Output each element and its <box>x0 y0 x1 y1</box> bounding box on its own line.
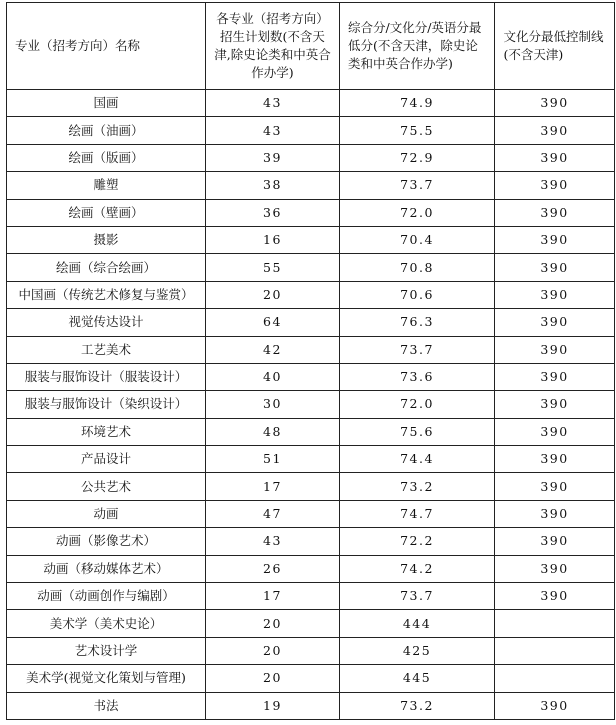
major-name-cell: 服装与服饰设计（染织设计） <box>7 391 206 418</box>
table-row <box>7 610 615 637</box>
plan-count-cell: 16 <box>206 226 340 253</box>
plan-count-cell: 38 <box>206 172 340 199</box>
plan-count-cell: 47 <box>206 500 340 527</box>
table-header <box>7 3 615 90</box>
major-name-cell: 中国画（传统艺术修复与鉴赏） <box>7 281 206 308</box>
table-row <box>7 281 615 308</box>
major-name-cell: 动画 <box>7 500 206 527</box>
min-score-cell: 445 <box>340 665 495 692</box>
culture-min-cell: 390 <box>495 583 615 610</box>
plan-count-cell: 19 <box>206 692 340 719</box>
major-name-cell: 摄影 <box>7 226 206 253</box>
table-row <box>7 555 615 582</box>
table-row <box>7 309 615 336</box>
table-row <box>7 500 615 527</box>
table-row <box>7 418 615 445</box>
table-row <box>7 637 615 664</box>
plan-count-cell: 20 <box>206 281 340 308</box>
culture-min-cell <box>495 637 615 664</box>
min-score-cell: 72.0 <box>340 391 495 418</box>
table-row <box>7 446 615 473</box>
culture-min-cell: 390 <box>495 144 615 171</box>
culture-min-cell: 390 <box>495 692 615 719</box>
header-culture-min <box>495 3 615 90</box>
table-row <box>7 473 615 500</box>
plan-count-cell: 64 <box>206 309 340 336</box>
major-name-cell: 绘画（版画） <box>7 144 206 171</box>
min-score-cell: 74.2 <box>340 555 495 582</box>
min-score-cell: 72.9 <box>340 144 495 171</box>
culture-min-cell: 390 <box>495 555 615 582</box>
table-row <box>7 336 615 363</box>
header-plan-count-text: 各专业（招考方向）招生计划数(不含天津,除史论类和中英合作办学) <box>214 11 331 80</box>
header-min-score <box>340 3 495 90</box>
plan-count-cell: 36 <box>206 199 340 226</box>
min-score-cell: 75.6 <box>340 418 495 445</box>
major-name-cell: 动画（动画创作与编剧） <box>7 583 206 610</box>
culture-min-cell: 390 <box>495 254 615 281</box>
major-name-cell: 产品设计 <box>7 446 206 473</box>
major-name-cell: 公共艺术 <box>7 473 206 500</box>
min-score-cell: 425 <box>340 637 495 664</box>
major-name-cell: 视觉传达设计 <box>7 309 206 336</box>
header-major-name <box>7 3 206 90</box>
major-name-cell: 书法 <box>7 692 206 719</box>
plan-count-cell: 48 <box>206 418 340 445</box>
plan-count-cell: 17 <box>206 473 340 500</box>
table-body <box>7 90 615 720</box>
table-row <box>7 172 615 199</box>
min-score-cell: 444 <box>340 610 495 637</box>
min-score-cell: 70.4 <box>340 226 495 253</box>
min-score-cell: 74.9 <box>340 90 495 117</box>
table-row <box>7 363 615 390</box>
major-name-cell: 动画（影像艺术） <box>7 528 206 555</box>
culture-min-cell: 390 <box>495 226 615 253</box>
table-row <box>7 528 615 555</box>
header-major-name-text: 专业（招考方向）名称 <box>15 38 141 53</box>
culture-min-cell <box>495 610 615 637</box>
plan-count-cell: 20 <box>206 610 340 637</box>
min-score-cell: 72.2 <box>340 528 495 555</box>
major-name-cell: 国画 <box>7 90 206 117</box>
major-name-cell: 绘画（综合绘画） <box>7 254 206 281</box>
min-score-cell: 74.7 <box>340 500 495 527</box>
culture-min-cell: 390 <box>495 473 615 500</box>
major-name-cell: 绘画（壁画） <box>7 199 206 226</box>
major-name-cell: 雕塑 <box>7 172 206 199</box>
min-score-cell: 73.7 <box>340 583 495 610</box>
major-name-cell: 工艺美术 <box>7 336 206 363</box>
min-score-cell: 73.7 <box>340 336 495 363</box>
plan-count-cell: 55 <box>206 254 340 281</box>
table-row <box>7 199 615 226</box>
plan-count-cell: 40 <box>206 363 340 390</box>
min-score-cell: 70.6 <box>340 281 495 308</box>
table-row <box>7 583 615 610</box>
table-row <box>7 254 615 281</box>
plan-count-cell: 43 <box>206 528 340 555</box>
min-score-cell: 75.5 <box>340 117 495 144</box>
table-row <box>7 665 615 692</box>
culture-min-cell: 390 <box>495 199 615 226</box>
major-name-cell: 动画（移动媒体艺术） <box>7 555 206 582</box>
admission-score-table <box>6 2 615 720</box>
plan-count-cell: 30 <box>206 391 340 418</box>
plan-count-cell: 43 <box>206 90 340 117</box>
min-score-cell: 76.3 <box>340 309 495 336</box>
culture-min-cell: 390 <box>495 363 615 390</box>
major-name-cell: 艺术设计学 <box>7 637 206 664</box>
culture-min-cell: 390 <box>495 117 615 144</box>
min-score-cell: 73.6 <box>340 363 495 390</box>
table-row <box>7 117 615 144</box>
culture-min-cell <box>495 665 615 692</box>
culture-min-cell: 390 <box>495 391 615 418</box>
plan-count-cell: 42 <box>206 336 340 363</box>
culture-min-cell: 390 <box>495 309 615 336</box>
header-culture-min-text: 文化分最低控制线(不含天津) <box>503 29 604 62</box>
culture-min-cell: 390 <box>495 90 615 117</box>
culture-min-cell: 390 <box>495 528 615 555</box>
table-row <box>7 391 615 418</box>
plan-count-cell: 20 <box>206 665 340 692</box>
header-row <box>7 3 615 90</box>
table-row <box>7 692 615 719</box>
culture-min-cell: 390 <box>495 172 615 199</box>
plan-count-cell: 43 <box>206 117 340 144</box>
major-name-cell: 绘画（油画） <box>7 117 206 144</box>
major-name-cell: 服装与服饰设计（服装设计） <box>7 363 206 390</box>
major-name-cell: 美术学（美术史论） <box>7 610 206 637</box>
min-score-cell: 73.2 <box>340 692 495 719</box>
min-score-cell: 70.8 <box>340 254 495 281</box>
table-row <box>7 90 615 117</box>
admission-score-sheet <box>6 2 614 720</box>
header-plan-count <box>206 3 340 90</box>
plan-count-cell: 17 <box>206 583 340 610</box>
culture-min-cell: 390 <box>495 418 615 445</box>
plan-count-cell: 26 <box>206 555 340 582</box>
major-name-cell: 美术学(视觉文化策划与管理) <box>7 665 206 692</box>
culture-min-cell: 390 <box>495 336 615 363</box>
table-row <box>7 226 615 253</box>
header-min-score-text: 综合分/文化分/英语分最低分(不含天津，除史论类和中英合作办学) <box>348 20 482 71</box>
culture-min-cell: 390 <box>495 281 615 308</box>
culture-min-cell: 390 <box>495 446 615 473</box>
culture-min-cell: 390 <box>495 500 615 527</box>
major-name-cell: 环境艺术 <box>7 418 206 445</box>
min-score-cell: 73.2 <box>340 473 495 500</box>
plan-count-cell: 51 <box>206 446 340 473</box>
plan-count-cell: 39 <box>206 144 340 171</box>
min-score-cell: 74.4 <box>340 446 495 473</box>
min-score-cell: 72.0 <box>340 199 495 226</box>
min-score-cell: 73.7 <box>340 172 495 199</box>
table-row <box>7 144 615 171</box>
plan-count-cell: 20 <box>206 637 340 664</box>
